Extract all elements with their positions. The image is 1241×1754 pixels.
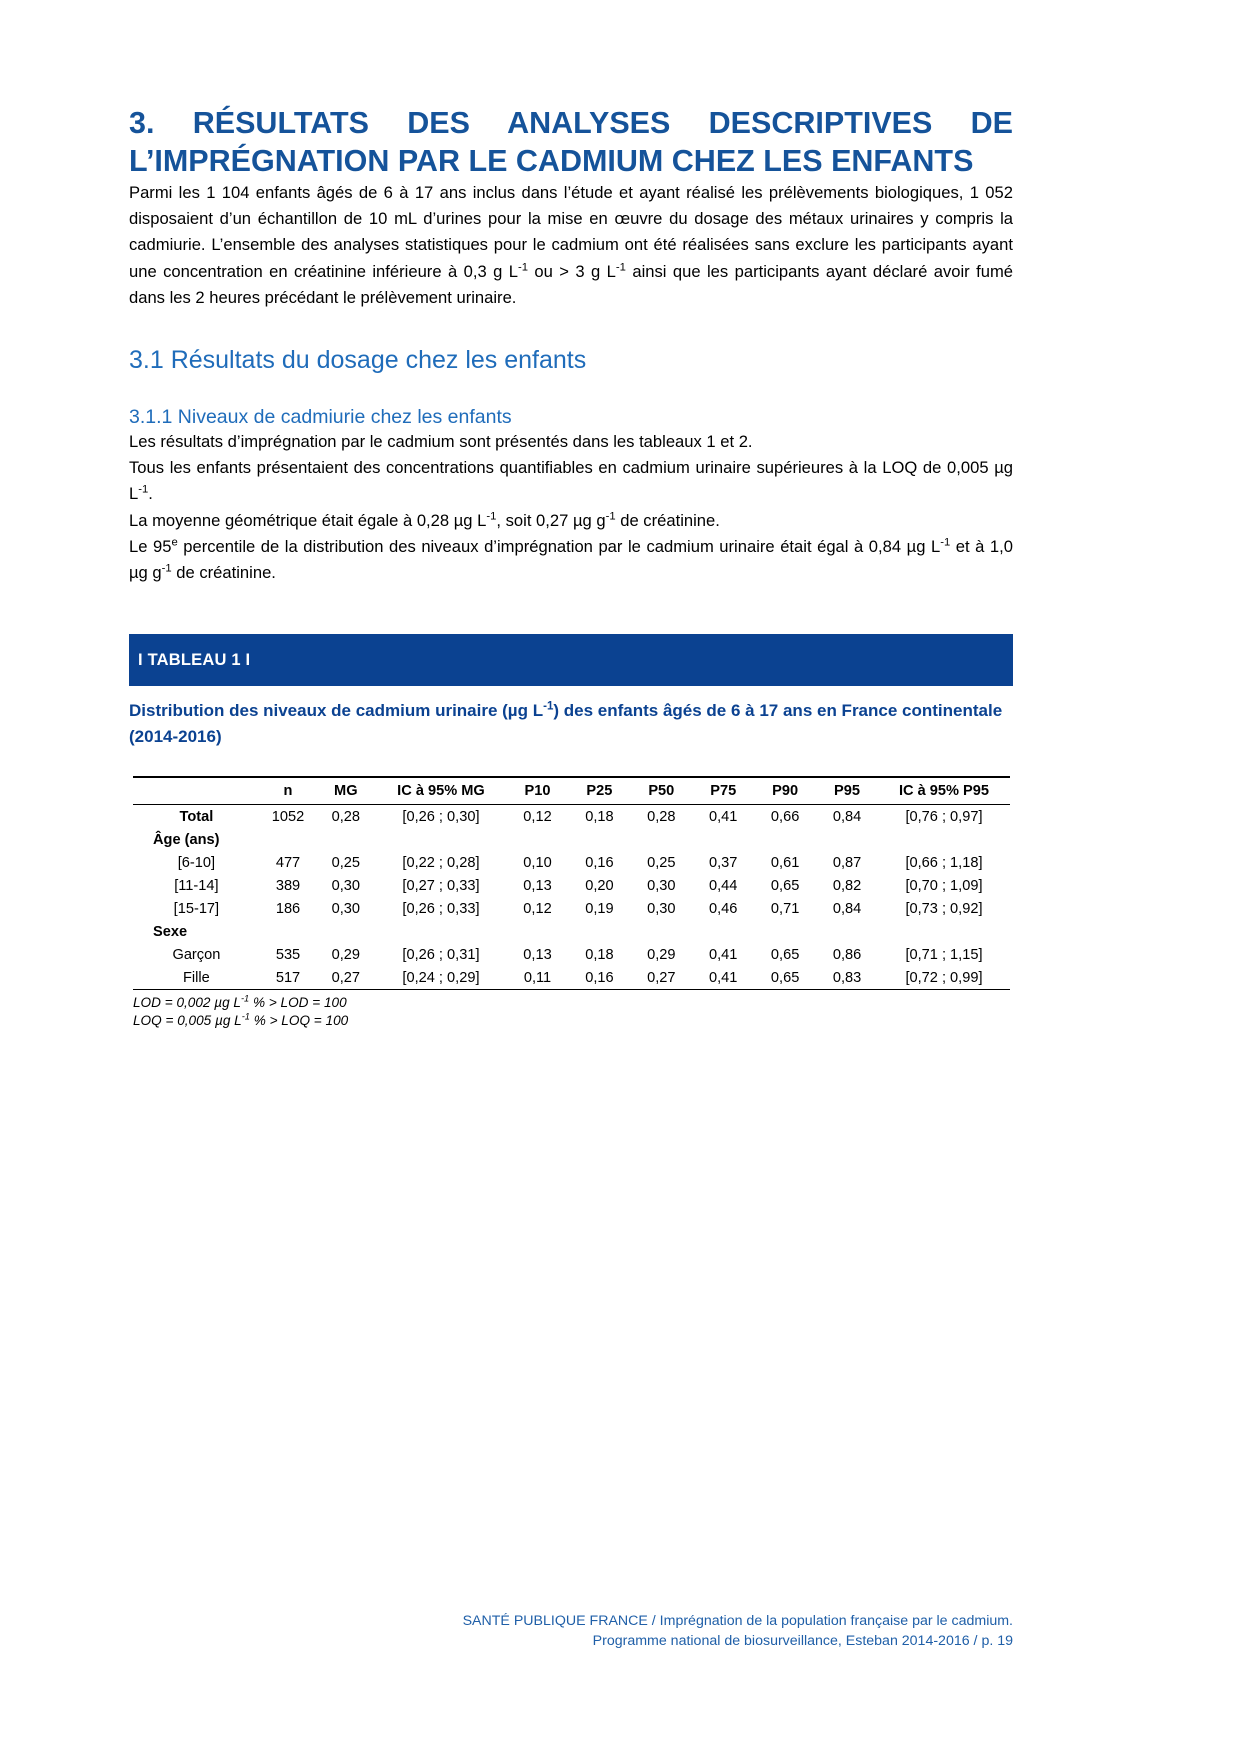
cell-p75: 0,37 <box>709 854 738 871</box>
cell-p25: 0,16 <box>585 854 614 871</box>
cell-mg: 0,27 <box>316 966 375 990</box>
cell-p50: 0,30 <box>647 900 676 917</box>
cell-p95 <box>816 920 878 943</box>
note-lod-sup: -1 <box>240 993 250 1004</box>
cell-p75 <box>692 920 754 943</box>
caption-sup-1: -1 <box>543 700 554 713</box>
cell-p90: 0,71 <box>770 900 800 917</box>
note-lod-part-1: LOD = 0,002 µg L <box>133 995 241 1011</box>
table-body <box>133 805 1010 990</box>
footer-line-2: Programme national de biosurveillance, Esteban 2014-2016 / p. 19 <box>592 1632 1013 1649</box>
table-row <box>133 828 1010 851</box>
cell-p75: 0,46 <box>709 900 738 917</box>
caption-part-2: ) des enfants âgés de 6 à 17 ans en France continentale (2014-2016) <box>129 701 1003 747</box>
cell-p90: 0,65 <box>770 877 800 894</box>
note-loq-part-2: % > LOQ = 100 <box>249 1012 349 1028</box>
p95-part-4: de créatinine. <box>171 563 276 583</box>
cell-n <box>260 828 316 851</box>
row-label: Sexe <box>153 923 188 940</box>
table-row <box>133 920 1010 943</box>
column-header-p95: P95 <box>816 777 878 805</box>
table-block <box>129 634 1013 1029</box>
caption-part-1: Distribution des niveaux de cadmium urinaire (µg L <box>129 701 544 721</box>
table-row <box>133 897 1010 920</box>
cell-mg <box>316 828 375 851</box>
cell-p90: 0,65 <box>754 966 816 990</box>
intro-sup-1: -1 <box>517 261 528 274</box>
column-header-mg: MG <box>316 777 375 805</box>
page-title: 3. RÉSULTATS DES ANALYSES DESCRIPTIVES DE L’IMPRÉGNATION PAR LE CADMIUM CHEZ LES ENFANTS <box>129 106 1013 178</box>
table-head <box>133 777 1010 805</box>
cell-p25: 0,18 <box>585 808 614 825</box>
cell-p95: 0,82 <box>832 877 862 894</box>
row-label: Fille <box>133 966 260 990</box>
cell-ic-p95: [0,66 ; 1,18] <box>905 854 983 871</box>
cell-p10: 0,12 <box>523 900 552 917</box>
cell-n: 535 <box>275 946 301 963</box>
page-content <box>129 0 1013 1029</box>
cell-n: 389 <box>275 877 301 894</box>
statistics-table <box>133 776 1010 990</box>
gm-sup-2: -1 <box>605 510 616 523</box>
cell-p75: 0,44 <box>709 877 738 894</box>
p95-part-3: et à 1,0 µg g <box>129 536 1014 583</box>
cell-p50 <box>630 920 692 943</box>
cell-n <box>260 920 316 943</box>
row-label: [11-14] <box>174 877 219 894</box>
cell-ic-p95: [0,73 ; 0,92] <box>905 900 983 917</box>
note-loq-part-1: LOQ = 0,005 µg L <box>133 1012 242 1028</box>
cell-mg <box>316 920 375 943</box>
cell-ic-mg: [0,26 ; 0,30] <box>402 808 480 825</box>
cell-ic-p95: [0,71 ; 1,15] <box>905 946 983 963</box>
gm-part-1: La moyenne géométrique était égale à 0,28 µg L <box>129 510 487 530</box>
cell-ic-mg <box>375 828 506 851</box>
cell-p90 <box>754 920 816 943</box>
cell-p90: 0,61 <box>770 854 800 871</box>
cell-ic-mg: [0,24 ; 0,29] <box>375 966 506 990</box>
column-header-p75: P75 <box>692 777 754 805</box>
cell-p10 <box>507 920 569 943</box>
p95-sup-2: -1 <box>161 562 172 575</box>
cell-p50: 0,28 <box>647 808 676 825</box>
intro-part-3: ainsi que les participants ayant déclaré avoir fumé dans les 2 heures précédant le prélèvement urinaire. <box>129 261 1013 307</box>
note-lod <box>133 994 1013 1012</box>
table-row <box>133 851 1010 874</box>
cell-ic-p95: [0,70 ; 1,09] <box>905 877 983 894</box>
intro-sup-2: -1 <box>615 261 626 274</box>
cell-p25: 0,20 <box>585 877 614 894</box>
cell-p50: 0,25 <box>647 854 676 871</box>
column-header-n: n <box>260 777 316 805</box>
cell-p50: 0,30 <box>647 877 676 894</box>
table-row <box>133 874 1010 897</box>
page-footer <box>0 1612 1241 1651</box>
cell-p25 <box>568 920 630 943</box>
note-loq <box>133 1012 1013 1030</box>
table-notes <box>133 994 1013 1029</box>
table-row <box>133 943 1010 966</box>
cell-p95: 0,84 <box>832 808 862 825</box>
cell-ic-mg: [0,27 ; 0,33] <box>402 877 480 894</box>
gm-part-3: de créatinine. <box>615 510 720 530</box>
cell-p75: 0,41 <box>692 966 754 990</box>
cell-ic-p95: [0,72 ; 0,99] <box>878 966 1010 990</box>
table-row <box>133 966 1010 990</box>
cell-p95: 0,83 <box>816 966 878 990</box>
cell-mg: 0,30 <box>331 877 361 894</box>
column-header-p90: P90 <box>754 777 816 805</box>
cell-p10: 0,10 <box>523 854 552 871</box>
section-heading-3-1: 3.1 Résultats du dosage chez les enfants <box>129 346 587 375</box>
cell-mg: 0,28 <box>331 808 361 825</box>
cell-n: 517 <box>260 966 316 990</box>
column-header-blank <box>133 777 260 805</box>
loq-part-1: Tous les enfants présentaient des concentrations quantifiables en cadmium urinaire supérieures à la LOQ de 0,005 µg L <box>129 458 1013 504</box>
cell-ic-mg <box>375 920 506 943</box>
row-label: [6-10] <box>177 854 216 871</box>
cell-ic-mg: [0,26 ; 0,31] <box>402 946 480 963</box>
cell-p25: 0,16 <box>568 966 630 990</box>
cell-p10: 0,13 <box>523 877 552 894</box>
table-banner-label: I TABLEAU 1 I <box>129 634 1013 686</box>
cell-p75 <box>692 828 754 851</box>
p95-part-1: Le 95 <box>129 536 172 556</box>
cell-p50: 0,29 <box>647 946 676 963</box>
cell-p90: 0,66 <box>770 808 800 825</box>
table-header-row <box>133 777 1010 805</box>
gm-sup-1: -1 <box>486 510 497 523</box>
paragraph-percentile-95 <box>129 534 1013 586</box>
row-label: Total <box>179 808 214 825</box>
table-caption <box>129 686 1009 750</box>
cell-p50: 0,27 <box>630 966 692 990</box>
p95-part-2: percentile de la distribution des niveaux d’imprégnation par le cadmium urinaire était égal à 0,84 µg L <box>177 536 941 556</box>
row-label: Âge (ans) <box>153 831 220 848</box>
column-header-ic-mg: IC à 95% MG <box>375 777 506 805</box>
cell-p95: 0,84 <box>832 900 862 917</box>
table-row <box>133 805 1010 829</box>
cell-ic-mg: [0,26 ; 0,33] <box>402 900 480 917</box>
cell-p10: 0,12 <box>523 808 552 825</box>
cell-ic-p95 <box>878 828 1010 851</box>
column-header-p50: P50 <box>630 777 692 805</box>
cell-ic-p95 <box>878 920 1010 943</box>
paragraph-geometric-mean <box>129 508 1013 534</box>
cell-ic-p95: [0,76 ; 0,97] <box>905 808 983 825</box>
cell-p25: 0,19 <box>585 900 614 917</box>
cell-p10: 0,13 <box>523 946 552 963</box>
cell-mg: 0,30 <box>331 900 361 917</box>
note-loq-sup: -1 <box>241 1011 250 1022</box>
cell-p25: 0,18 <box>585 946 614 963</box>
cell-p75: 0,41 <box>709 808 738 825</box>
intro-part-2: ou > 3 g L <box>528 261 616 281</box>
cell-n: 477 <box>275 854 301 871</box>
cell-n: 186 <box>275 900 301 917</box>
cell-p95 <box>816 828 878 851</box>
cell-mg: 0,29 <box>331 946 361 963</box>
gm-part-2: , soit 0,27 µg g <box>496 510 606 530</box>
subsection-heading-3-1-1: 3.1.1 Niveaux de cadmiurie chez les enfants <box>129 406 512 429</box>
paragraph-tableaux-reference: Les résultats d’imprégnation par le cadmium sont présentés dans les tableaux 1 et 2. <box>129 432 753 452</box>
cell-p10: 0,11 <box>507 966 569 990</box>
row-label: Garçon <box>172 946 221 963</box>
p95-sup-0: e <box>171 536 178 549</box>
loq-sup-1: -1 <box>138 483 149 496</box>
intro-part-1: Parmi les 1 104 enfants âgés de 6 à 17 ans inclus dans l’étude et ayant réalisé les prélèvements biologiques, 1 052 disposaient d’un échantillon de 10 mL d’urines pour la mise en œuvre du dosage des métaux urinaires y compris la cadmiurie. L’ensemble des analyses statistiques pour le cadmium ont été réalisées sans exclure les participants ayant une concentration en créatinine inférieure à 0,3 g L <box>129 183 1013 281</box>
cell-p50 <box>630 828 692 851</box>
column-header-ic-p95: IC à 95% P95 <box>878 777 1010 805</box>
cell-p95: 0,86 <box>832 946 862 963</box>
cell-p95: 0,87 <box>832 854 862 871</box>
intro-paragraph <box>129 180 1013 311</box>
cell-n: 1052 <box>271 808 305 825</box>
cell-p25 <box>568 828 630 851</box>
loq-part-2: . <box>148 484 153 504</box>
note-lod-part-2: % > LOD = 100 <box>249 995 347 1011</box>
column-header-p25: P25 <box>568 777 630 805</box>
cell-p90: 0,65 <box>770 946 800 963</box>
cell-p75: 0,41 <box>709 946 738 963</box>
row-label: [15-17] <box>173 900 220 917</box>
cell-p90 <box>754 828 816 851</box>
cell-ic-mg: [0,22 ; 0,28] <box>402 854 480 871</box>
cell-mg: 0,25 <box>331 854 361 871</box>
column-header-p10: P10 <box>507 777 569 805</box>
paragraph-loq <box>129 455 1013 507</box>
cell-p10 <box>507 828 569 851</box>
p95-sup-1: -1 <box>940 536 951 549</box>
footer-line-1: SANTÉ PUBLIQUE FRANCE / Imprégnation de la population française par le cadmium. <box>462 1613 1013 1629</box>
